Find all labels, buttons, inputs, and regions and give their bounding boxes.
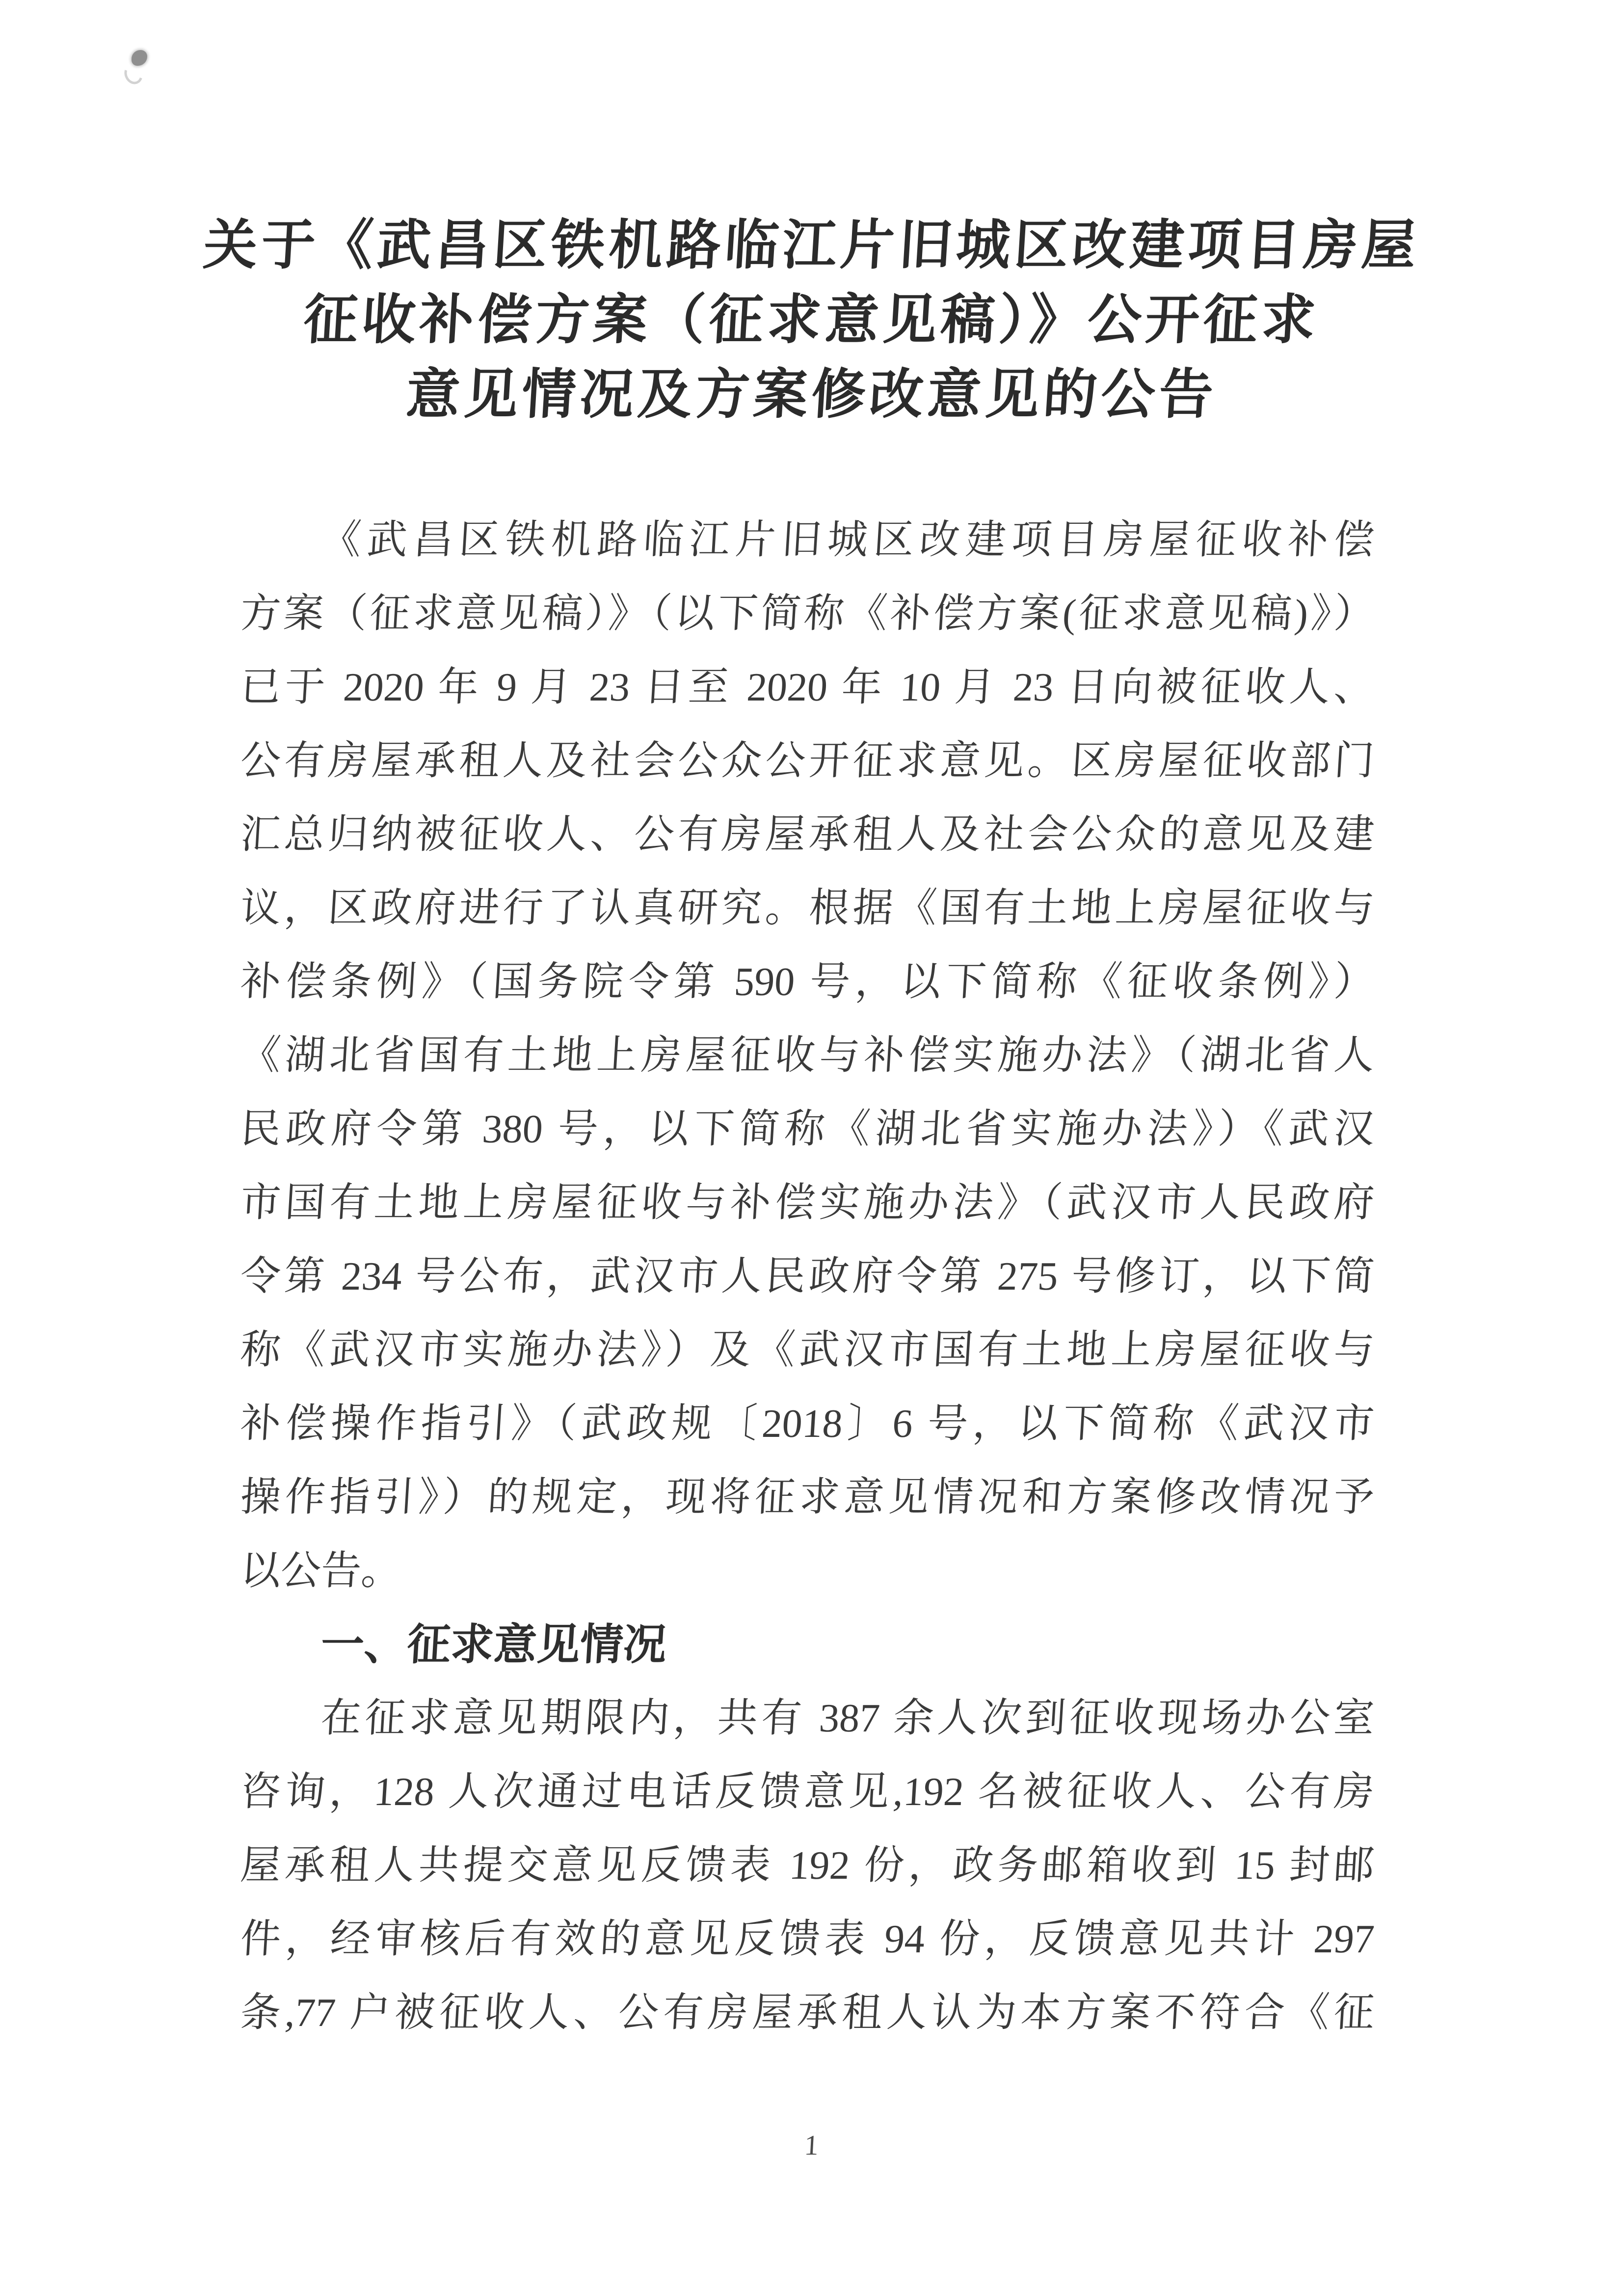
title-line-2: 征收补偿方案（征求意见稿）》公开征求 <box>302 290 1321 350</box>
paragraph1-line: 补偿操作指引》（武政规〔2018〕6 号，以下简称《武汉市 <box>239 1401 1376 1446</box>
paragraph1-line: 民政府令第 380 号，以下简称《湖北省实施办法》）《武汉 <box>239 1107 1376 1151</box>
paragraph1-line: 方案（征求意见稿）》（以下简称《补偿方案(征求意见稿)》） <box>239 591 1376 636</box>
paragraph2-line: 条,77 户被征收人、公有房屋承租人认为本方案不符合《征 <box>239 1990 1376 2035</box>
title-line-3: 意见情况及方案修改意见的公告 <box>404 364 1219 425</box>
paragraph1-line: 公有房屋承租人及社会公众公开征求意见。区房屋征收部门 <box>239 738 1376 783</box>
paragraph1-line: 市国有土地上房屋征收与补偿实施办法》（武汉市人民政府 <box>239 1180 1376 1225</box>
document-body <box>240 503 1374 2050</box>
document-title <box>0 208 1623 432</box>
paragraph2-line: 在征求意见期限内，共有 387 余人次到征收现场办公室 <box>319 1696 1376 1740</box>
paragraph2-line: 屋承租人共提交意见反馈表 192 份，政务邮箱收到 15 封邮 <box>239 1843 1376 1888</box>
paragraph1-line: 《武昌区铁机路临江片旧城区改建项目房屋征收补偿 <box>319 517 1376 562</box>
paragraph1-line: 已于 2020 年 9 月 23 日至 2020 年 10 月 23 日向被征收人、 <box>239 665 1376 709</box>
paragraph2-line: 件，经审核后有效的意见反馈表 94 份，反馈意见共计 297 <box>239 1917 1376 1961</box>
paragraph1-line: 补偿条例》（国务院令第 590 号，以下简称《征收条例》） <box>239 959 1376 1004</box>
paragraph2-line: 咨询，128 人次通过电话反馈意见,192 名被征收人、公有房 <box>239 1769 1376 1814</box>
paragraph1-line: 《湖北省国有土地上房屋征收与补偿实施办法》（湖北省人 <box>239 1033 1376 1078</box>
paragraph1-line: 令第 234 号公布，武汉市人民政府令第 275 号修订，以下简 <box>239 1254 1376 1298</box>
paragraph1-line: 操作指引》）的规定，现将征求意见情况和方案修改情况予 <box>239 1475 1376 1519</box>
scan-artifact-mark <box>124 49 153 88</box>
scan-artifact-blob <box>132 50 147 66</box>
title-line-1: 关于《武昌区铁机路临江片旧城区改建项目房屋 <box>201 215 1422 275</box>
section-heading: 一、征求意见情况 <box>319 1620 668 1669</box>
paragraph1-line: 以公告。 <box>239 1548 403 1593</box>
paragraph1-line: 汇总归纳被征收人、公有房屋承租人及社会公众的意见及建 <box>239 812 1376 857</box>
scan-artifact-hook <box>121 61 146 87</box>
paragraph1-line: 议，区政府进行了认真研究。根据《国有土地上房屋征收与 <box>239 886 1376 930</box>
page-number: 1 <box>803 2129 820 2161</box>
paragraph1-line: 称《武汉市实施办法》）及《武汉市国有土地上房屋征收与 <box>239 1327 1376 1372</box>
